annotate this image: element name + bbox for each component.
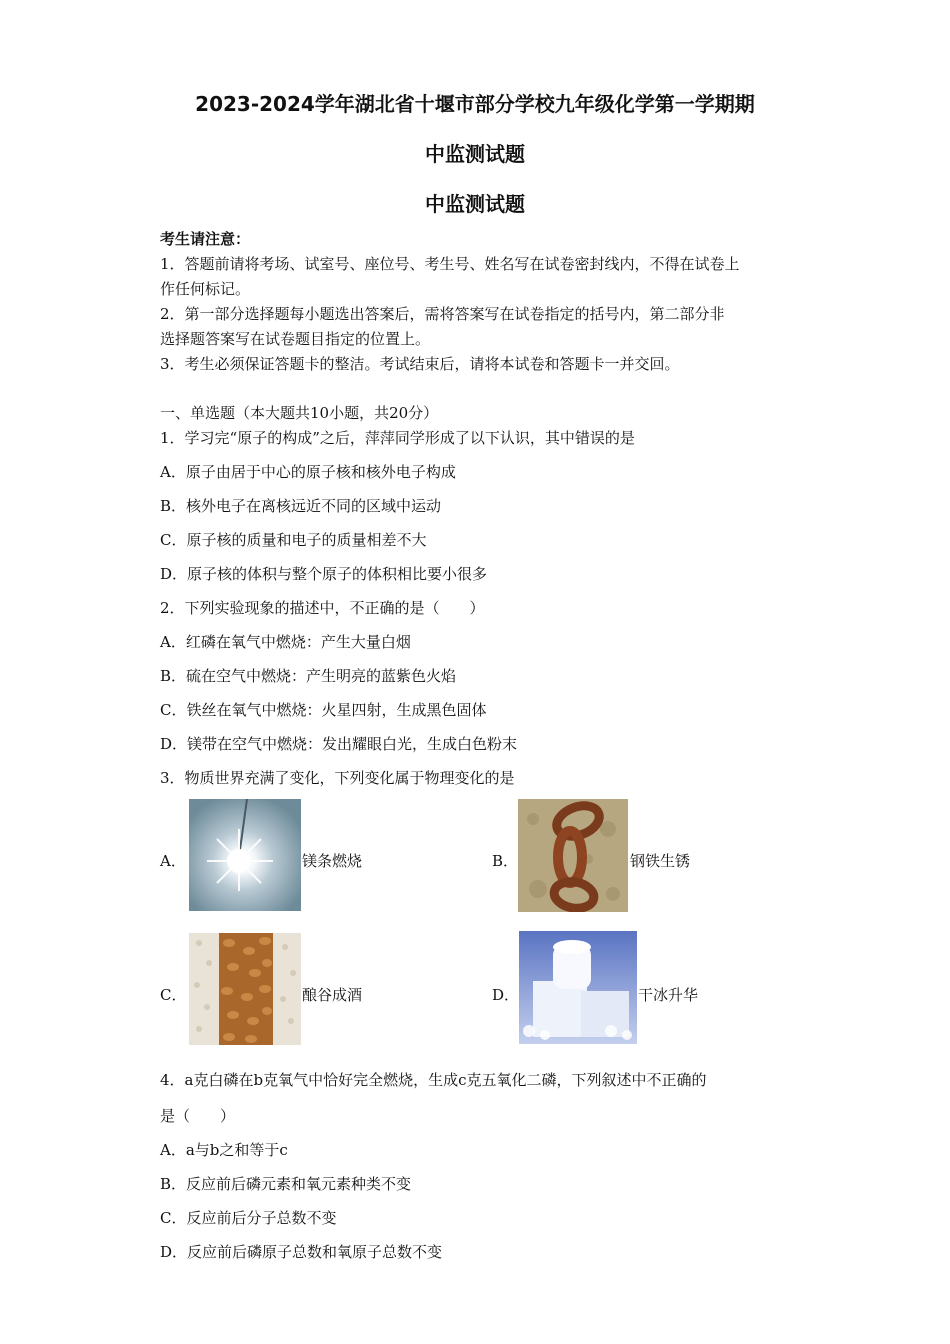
q1-option-a: A．原子由居于中心的原子核和核外电子构成 <box>160 463 456 481</box>
notice-heading: 考生请注意： <box>160 230 251 248</box>
q3-option-b-letter: B． <box>492 852 519 870</box>
q2-option-d: D．镁带在空气中燃烧：发出耀眼白光，生成白色粉末 <box>160 735 518 753</box>
q1-option-b: B．核外电子在离核远近不同的区域中运动 <box>160 497 442 515</box>
q3-stem: 3．物质世界充满了变化，下列变化属于物理变化的是 <box>160 769 515 787</box>
q4-option-b: B．反应前后磷元素和氧元素种类不变 <box>160 1175 412 1193</box>
q4-stem-line1: 4．a克白磷在b克氧气中恰好完全燃烧，生成c克五氧化二磷，下列叙述中不正确的 <box>160 1071 707 1089</box>
notice-line: 2．第一部分选择题每小题选出答案后，需将答案写在试卷指定的括号内，第二部分非 <box>160 305 725 323</box>
section-heading: 一、单选题（本大题共10小题，共20分） <box>160 404 439 422</box>
notice-line: 1．答题前请将考场、试室号、座位号、考生号、姓名写在试卷密封线内，不得在试卷上 <box>160 255 740 273</box>
q3-option-b-text: 钢铁生锈 <box>630 852 691 870</box>
notice-line: 作任何标记。 <box>160 280 251 298</box>
q1-option-d: D．原子核的体积与整个原子的体积相比要小很多 <box>160 565 488 583</box>
q3-option-a-text: 镁条燃烧 <box>302 852 363 870</box>
q4-option-a: A．a与b之和等于c <box>160 1141 288 1159</box>
q3-option-d-text: 干冰升华 <box>638 986 699 1004</box>
q1-stem: 1．学习完“原子的构成”之后，萍萍同学形成了以下认识，其中错误的是 <box>160 429 635 447</box>
q3-option-d-letter: D． <box>492 986 520 1004</box>
q2-option-a: A．红磷在氧气中燃烧：产生大量白烟 <box>160 633 411 651</box>
doc-title-line3: 中监测试题 <box>425 192 525 216</box>
q4-option-d: D．反应前后磷原子总数和氧原子总数不变 <box>160 1243 443 1261</box>
grain-image <box>189 933 301 1045</box>
q3-option-a-letter: A． <box>160 852 186 870</box>
rusty-chain-image <box>518 799 628 912</box>
q2-option-c: C．铁丝在氧气中燃烧：火星四射，生成黑色固体 <box>160 701 487 719</box>
doc-title-line2: 中监测试题 <box>425 142 525 166</box>
q1-option-c: C．原子核的质量和电子的质量相差不大 <box>160 531 427 549</box>
q2-option-b: B．硫在空气中燃烧：产生明亮的蓝紫色火焰 <box>160 667 457 685</box>
dry-ice-image <box>519 931 637 1044</box>
notice-line: 选择题答案写在试卷题目指定的位置上。 <box>160 330 431 348</box>
q2-stem: 2．下列实验现象的描述中，不正确的是（ ） <box>160 599 485 617</box>
q3-option-c-letter: C． <box>160 986 187 1004</box>
doc-title-line1: 2023-2024学年湖北省十堰市部分学校九年级化学第一学期期 <box>195 92 755 116</box>
magnesium-burning-image <box>189 799 301 911</box>
notice-line: 3．考生必须保证答题卡的整洁。考试结束后，请将本试卷和答题卡一并交回。 <box>160 355 680 373</box>
q4-stem-line2: 是（ ） <box>160 1107 236 1125</box>
q4-option-c: C．反应前后分子总数不变 <box>160 1209 337 1227</box>
q3-option-c-text: 酿谷成酒 <box>302 986 363 1004</box>
